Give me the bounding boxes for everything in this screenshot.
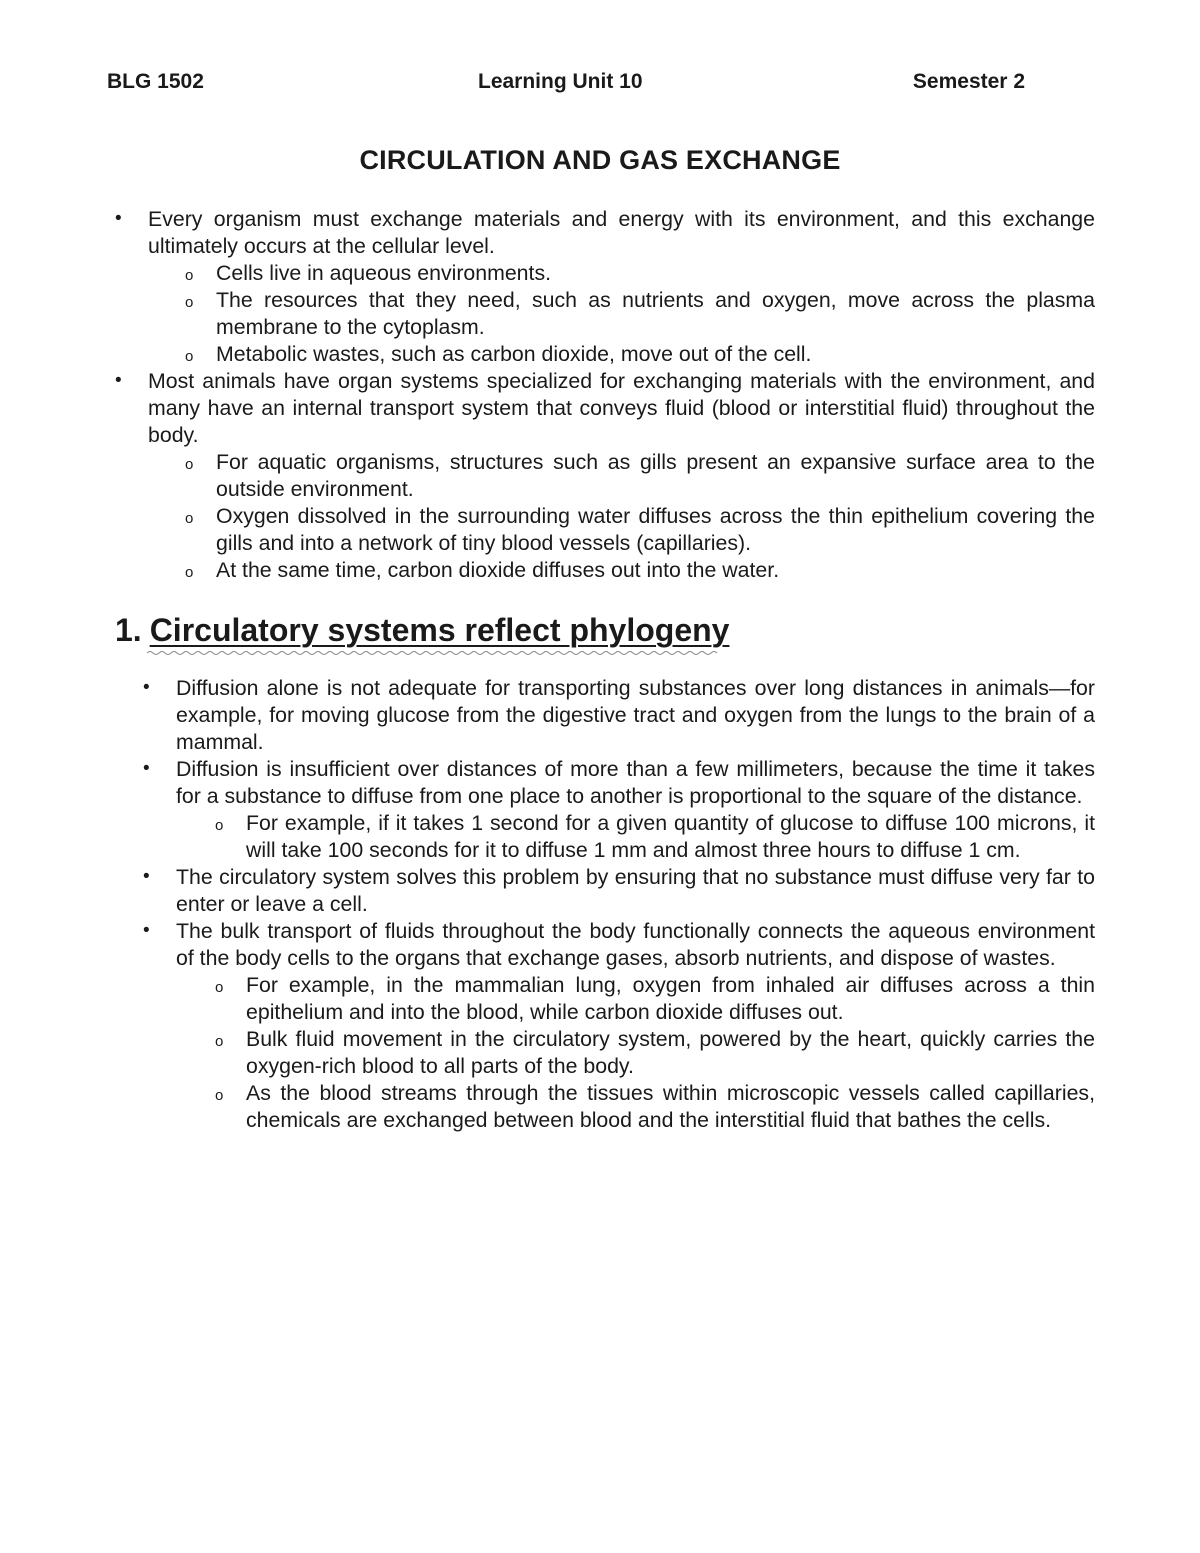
list-item-text: Every organism must exchange materials and energy with its environment, and this exchange ultimately occurs at the cellular level. bbox=[148, 207, 1095, 258]
header-course: BLG 1502 bbox=[107, 70, 204, 93]
sub-bullet-icon: o bbox=[185, 267, 194, 284]
list-item bbox=[115, 368, 1095, 449]
sub-bullet-icon: o bbox=[185, 564, 194, 581]
sub-bullet-icon: o bbox=[215, 817, 224, 834]
page-header bbox=[107, 70, 1025, 100]
list-item-text: Diffusion alone is not adequate for transporting substances over long distances in animals—for example, for moving glucose from the digestive tract and oxygen from the lungs to the brain of a mammal. bbox=[176, 676, 1095, 754]
section-heading bbox=[115, 612, 729, 649]
list-item-text: For aquatic organisms, structures such as gills present an expansive surface area to the outside environment. bbox=[216, 450, 1095, 501]
bullet-icon: • bbox=[143, 920, 150, 941]
section-number: 1. bbox=[115, 612, 142, 648]
list-item bbox=[143, 972, 1095, 1026]
header-semester: Semester 2 bbox=[912, 70, 1025, 93]
list-item bbox=[115, 449, 1095, 503]
document-title: CIRCULATION AND GAS EXCHANGE bbox=[359, 145, 841, 175]
list-item-text: Diffusion is insufficient over distances of more than a few millimeters, because the time it takes for a substance to diffuse from one place to another is proportional to the square of the distance. bbox=[176, 757, 1095, 808]
bullet-icon: • bbox=[143, 866, 150, 887]
sub-bullet-icon: o bbox=[215, 1033, 224, 1050]
header-unit: Learning Unit 10 bbox=[478, 70, 643, 93]
list-item-text: The resources that they need, such as nutrients and oxygen, move across the plasma membrane to the cytoplasm. bbox=[216, 288, 1095, 339]
list-item-text: Oxygen dissolved in the surrounding water diffuses across the thin epithelium covering the gills and into a network of tiny blood vessels (capillaries). bbox=[216, 504, 1095, 555]
list-item bbox=[115, 341, 1095, 368]
bullet-icon: • bbox=[115, 208, 122, 229]
list-item bbox=[143, 675, 1095, 756]
list-item bbox=[143, 756, 1095, 810]
list-item-text: Metabolic wastes, such as carbon dioxide, move out of the cell. bbox=[216, 342, 812, 366]
sub-bullet-icon: o bbox=[185, 348, 194, 365]
list-item-text: For example, in the mammalian lung, oxygen from inhaled air diffuses across a thin epithelium and into the blood, while carbon dioxide diffuses out. bbox=[246, 973, 1095, 1024]
list-item bbox=[143, 1080, 1095, 1134]
list-item-text: Bulk fluid movement in the circulatory system, powered by the heart, quickly carries the oxygen-rich blood to all parts of the body. bbox=[246, 1027, 1095, 1078]
list-item bbox=[115, 503, 1095, 557]
list-item-text: At the same time, carbon dioxide diffuses out into the water. bbox=[216, 558, 780, 582]
intro-list bbox=[115, 206, 1095, 584]
sub-bullet-icon: o bbox=[185, 294, 194, 311]
list-item-text: Most animals have organ systems specialized for exchanging materials with the environment, and many have an internal transport system that conveys fluid (blood or interstitial fluid) throughout the body. bbox=[148, 369, 1095, 447]
sub-bullet-icon: o bbox=[215, 979, 224, 996]
list-item-text: The bulk transport of fluids throughout the body functionally connects the aqueous environment of the body cells to the organs that exchange gases, absorb nutrients, and dispose of wastes. bbox=[176, 919, 1095, 970]
list-item-text: The circulatory system solves this problem by ensuring that no substance must diffuse very far to enter or leave a cell. bbox=[176, 865, 1095, 916]
list-item-text: Cells live in aqueous environments. bbox=[216, 261, 552, 285]
list-item bbox=[115, 206, 1095, 260]
list-item bbox=[143, 1026, 1095, 1080]
section-heading-text: Circulatory systems reflect phylogeny bbox=[149, 612, 730, 648]
list-item bbox=[143, 864, 1095, 918]
list-item-text: For example, if it takes 1 second for a given quantity of glucose to diffuse 100 microns, it will take 100 seconds for it to diffuse 1 mm and almost three hours to diffuse 1 cm. bbox=[246, 811, 1095, 862]
bullet-icon: • bbox=[143, 758, 150, 779]
spellcheck-underline-icon bbox=[147, 650, 719, 656]
list-item bbox=[115, 287, 1095, 341]
section1-list bbox=[143, 675, 1095, 1134]
list-item bbox=[143, 810, 1095, 864]
sub-bullet-icon: o bbox=[185, 456, 194, 473]
list-item bbox=[115, 557, 1095, 584]
sub-bullet-icon: o bbox=[185, 510, 194, 527]
list-item bbox=[143, 918, 1095, 972]
list-item bbox=[115, 260, 1095, 287]
bullet-icon: • bbox=[143, 677, 150, 698]
list-item-text: As the blood streams through the tissues within microscopic vessels called capillaries, chemicals are exchanged between blood and the interstitial fluid that bathes the cells. bbox=[246, 1081, 1095, 1132]
bullet-icon: • bbox=[115, 370, 122, 391]
sub-bullet-icon: o bbox=[215, 1087, 224, 1104]
